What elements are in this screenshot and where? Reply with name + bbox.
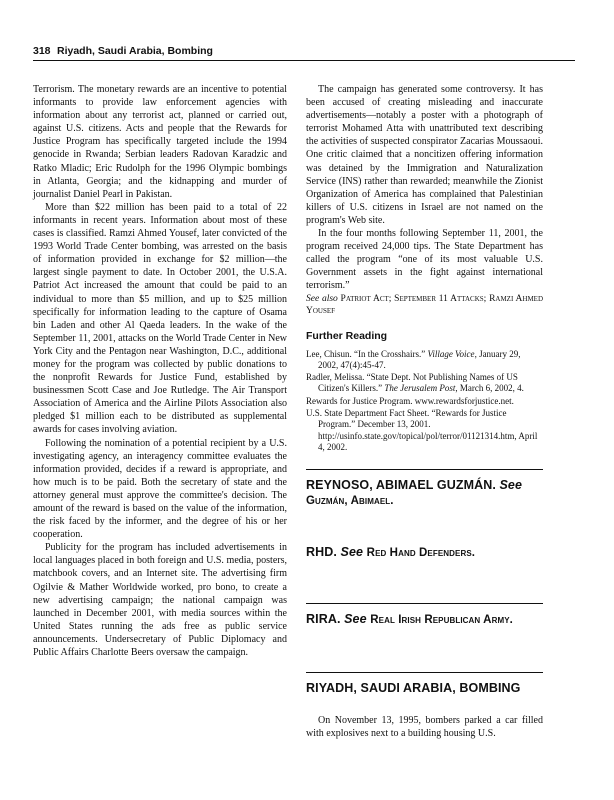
cross-reference-entry xyxy=(306,612,543,628)
body-paragraph: Following the nomination of a potential recipient by a U.S. investigating agency, an interagency committee evaluates the information provided, decides if a reward is appropriate, and how much is to be paid. Both the secretary of state and the attorney general must approve the committee's decision. The amount of the reward is based on the value of the information, the risk faced by the informer, and the degree of his or her cooperation. xyxy=(33,437,287,541)
entry-rule xyxy=(306,469,543,470)
reference-item: Rewards for Justice Program. www.rewardsforjustice.net. xyxy=(306,395,514,406)
entry-headword: RIRA. xyxy=(306,612,341,627)
further-reading-title: Further Reading xyxy=(306,329,388,342)
cross-reference-entry xyxy=(306,545,543,561)
entry-headword: RHD. xyxy=(306,545,337,560)
cross-reference-target: Guzmán, Abimael. xyxy=(306,495,394,508)
header-rule xyxy=(33,60,575,61)
entry-headword: REYNOSO, ABIMAEL GUZMÁN. xyxy=(306,478,496,493)
running-title: Riyadh, Saudi Arabia, Bombing xyxy=(57,45,213,57)
main-entry-title: RIYADH, SAUDI ARABIA, BOMBING xyxy=(306,681,521,696)
cross-reference-target: Real Irish Republican Army. xyxy=(370,614,513,627)
reference-item: U.S. State Department Fact Sheet. “Rewards for Justice Program.” December 13, 2001. http://usinfo.state.gov/topical/pol/terror/01121314.htm, April 4, 2002. xyxy=(306,408,538,452)
body-paragraph: On November 13, 1995, bombers parked a car filled with explosives next to a building housing U.S. xyxy=(306,715,543,740)
body-paragraph: In the four months following September 11, 2001, the program received 24,000 tips. The State Department has called the program “one of its most valuable U.S. Government assets in the fight against international terrorism.” xyxy=(306,228,543,292)
see-label: See xyxy=(499,478,523,493)
body-paragraph: More than $22 million has been paid to a total of 22 informants in recent years. Information about most of these cases is classified. Ramzi Ahmed Yousef, later convicted of the 1993 World Trade Center bombing, was arrested on the basis of information provided in exchange for $2 million—the largest single payment to date. In October 2001, the U.S.A. Patriot Act increased the amount that could be paid to an individual to more than $5 million, and up to $25 million specifically for information leading to the capture of Osama bin Laden and other Al Qaeda leaders. In the wake of the September 11, 2001, attacks on the World Trade Center in New York City and the Pentagon near Washington, D.C., additional money for the program was collected by public donations to the nonprofit Rewards for Justice Fund, established by businessmen Scott Case and Joe Rutledge. The Air Transport Association of America and the Airline Pilots Association also pledged $1 million each to be distributed as supplemental awards for cases involving aviation. xyxy=(33,201,287,436)
left-column xyxy=(33,83,287,659)
body-paragraph: Terrorism. The monetary rewards are an incentive to potential informants to provide law enforcement agencies with information about any terrorist act, planned or carried out, against U.S. citizens. Acts and people that the Rewards for Justice Program has specifically targeted include the 1994 genocide in Rwanda; Serbian leaders Radovan Karadzic and Ratko Mladic; Eric Rudolph for the 1996 Olympic bombings in Atlanta, Georgia; and the kidnapping and murder of journalist Daniel Pearl in Pakistan. xyxy=(33,84,287,200)
reference-item: Lee, Chisun. “In the Crosshairs.” Village Voice, January 29, 2002, 47(4):45-47. xyxy=(306,348,521,370)
see-also-refs: Patriot Act; September 11 Attacks; Ramzi Ahmed Yousef xyxy=(306,293,543,316)
page-number: 318 xyxy=(33,45,51,57)
entry-rule xyxy=(306,603,543,604)
see-label: See xyxy=(340,545,364,560)
cross-reference-entry xyxy=(306,478,543,509)
entry-rule xyxy=(306,672,543,673)
body-paragraph: Publicity for the program has included advertisements in local languages placed in both foreign and U.S. media, posters, matchbook covers, and an Internet site. The advertising firm Ogilvie & Mather Worldwide worked, pro bono, to create a new advertising campaign; the national campaign was launched in December 2001, with media sources within the United States running the ads free as public service announcements. Undersecretary of Public Diplomacy and Public Affairs Charlotte Beers oversaw the campaign. xyxy=(33,542,287,659)
see-also-label: See also xyxy=(306,293,338,304)
see-label: See xyxy=(344,612,367,627)
see-also xyxy=(306,293,543,318)
running-header xyxy=(33,45,575,67)
cross-reference-target: Red Hand Defenders. xyxy=(366,547,476,560)
body-paragraph: The campaign has generated some controversy. It has been accused of creating misleading and inaccurate advertisements—notably a poster with a photograph of terrorist Mohamed Atta with unattributed text describing the activities of suspected conspirator Zacarias Moussaoui. One critic claimed that a noncitizen offering information was detained by the Immigration and Naturalization Service (INS) rather than rewarded; meanwhile the Zionist Organization of America has complained that Palestinian killers of U.S. citizens in Israel are not named on the program's Web site. xyxy=(306,84,543,226)
reference-item: Radler, Melissa. “State Dept. Not Publishing Names of US Citizen's Killers.” The Jerusalem Post, March 6, 2002, 4. xyxy=(306,372,524,394)
right-column xyxy=(306,83,543,740)
